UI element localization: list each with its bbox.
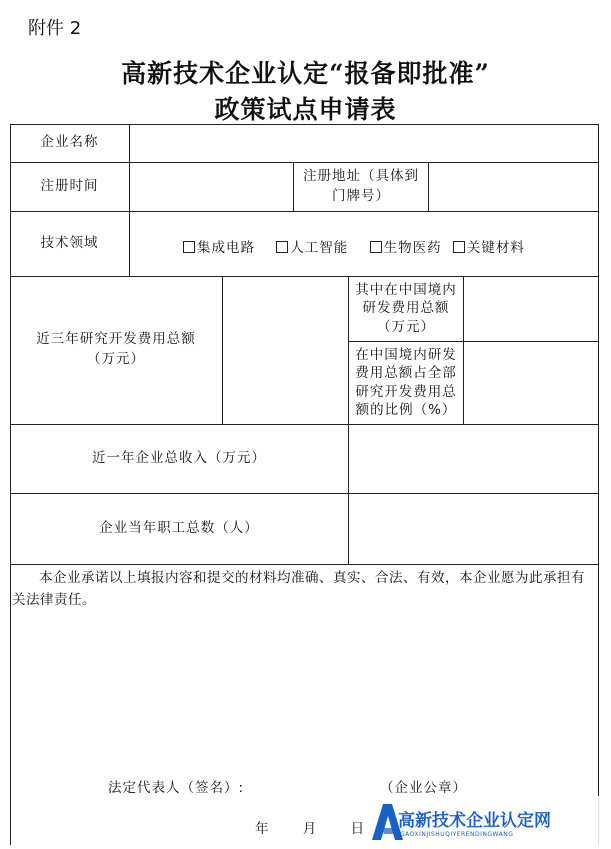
option-bio[interactable] [370, 240, 442, 256]
form-title-line2: 政策试点申请表 [214, 95, 397, 124]
reg-address-label-line1: 注册地址（具体到 [303, 167, 419, 184]
option-label: 关键材料 [466, 240, 525, 256]
date-month: 月 [302, 821, 318, 837]
reg-time-field[interactable] [130, 162, 293, 211]
rd-domestic-label-line2: 研发费用总额 [362, 300, 450, 317]
rd-domestic-label-line1: 其中在中国境内 [355, 282, 457, 299]
rd-total-label [10, 276, 222, 424]
rd-ratio-label-line2: 费用总额占全部 [355, 365, 457, 382]
revenue-label: 近一年企业总收入（万元） [92, 449, 266, 466]
rd-total-label-line1: 近三年研究开发费用总额 [36, 331, 196, 348]
watermark-text: 高新技术企业认定网 [398, 811, 551, 831]
option-ai[interactable] [276, 240, 348, 256]
tech-field-options [183, 236, 541, 256]
reg-address-field[interactable] [429, 162, 599, 211]
checkbox-icon[interactable] [276, 241, 288, 253]
option-materials[interactable] [453, 240, 525, 256]
rd-ratio-label-line1: 在中国境内研发 [355, 347, 457, 364]
form-title-line1: 高新技术企业认定“报备即批准” [121, 59, 490, 88]
rd-ratio-field[interactable] [464, 341, 599, 424]
rd-total-label-line2: （万元） [87, 351, 145, 367]
rd-domestic-field[interactable] [464, 276, 599, 341]
reg-address-label [294, 162, 428, 211]
option-label: 生物医药 [383, 240, 442, 256]
rd-total-field[interactable] [223, 276, 348, 424]
tech-field-label: 技术领域 [40, 234, 99, 251]
checkbox-icon[interactable] [453, 241, 465, 253]
staff-label: 企业当年职工总数（人） [99, 519, 259, 536]
row-divider [10, 564, 599, 565]
date-day: 日 [350, 821, 366, 837]
rd-ratio-label-line3: 研究开发费用总 [355, 383, 457, 400]
attachment-label: 附件 2 [28, 18, 82, 39]
checkbox-icon[interactable] [183, 241, 195, 253]
rd-ratio-label-line4: 额的比例（%） [355, 401, 457, 418]
rd-domestic-label [349, 276, 463, 341]
option-ic[interactable] [183, 240, 255, 256]
reg-address-label-line2: 门牌号） [332, 187, 390, 204]
rd-domestic-label-line3: （万元） [377, 318, 435, 335]
staff-field[interactable] [349, 493, 599, 564]
legal-rep-label: 法定代表人（签名）: [108, 780, 245, 796]
option-label: 人工智能 [290, 240, 349, 256]
company-name-field[interactable] [130, 124, 599, 162]
checkbox-icon[interactable] [370, 241, 382, 253]
reg-time-label: 注册时间 [40, 177, 99, 194]
rd-ratio-label [349, 341, 463, 424]
date-year: 年 [255, 821, 270, 837]
revenue-field[interactable] [349, 424, 599, 493]
watermark-subtext: GAOXINJISHUQIYERENDINGWANG [400, 831, 514, 838]
company-seal-label: （企业公章） [380, 780, 467, 796]
option-label: 集成电路 [197, 240, 255, 256]
company-name-label: 企业名称 [40, 134, 99, 151]
pledge-text: 本企业承诺以上填报内容和提交的材料均准确、真实、合法、有效，本企业愿为此承担有关法律责任。 [12, 570, 585, 608]
